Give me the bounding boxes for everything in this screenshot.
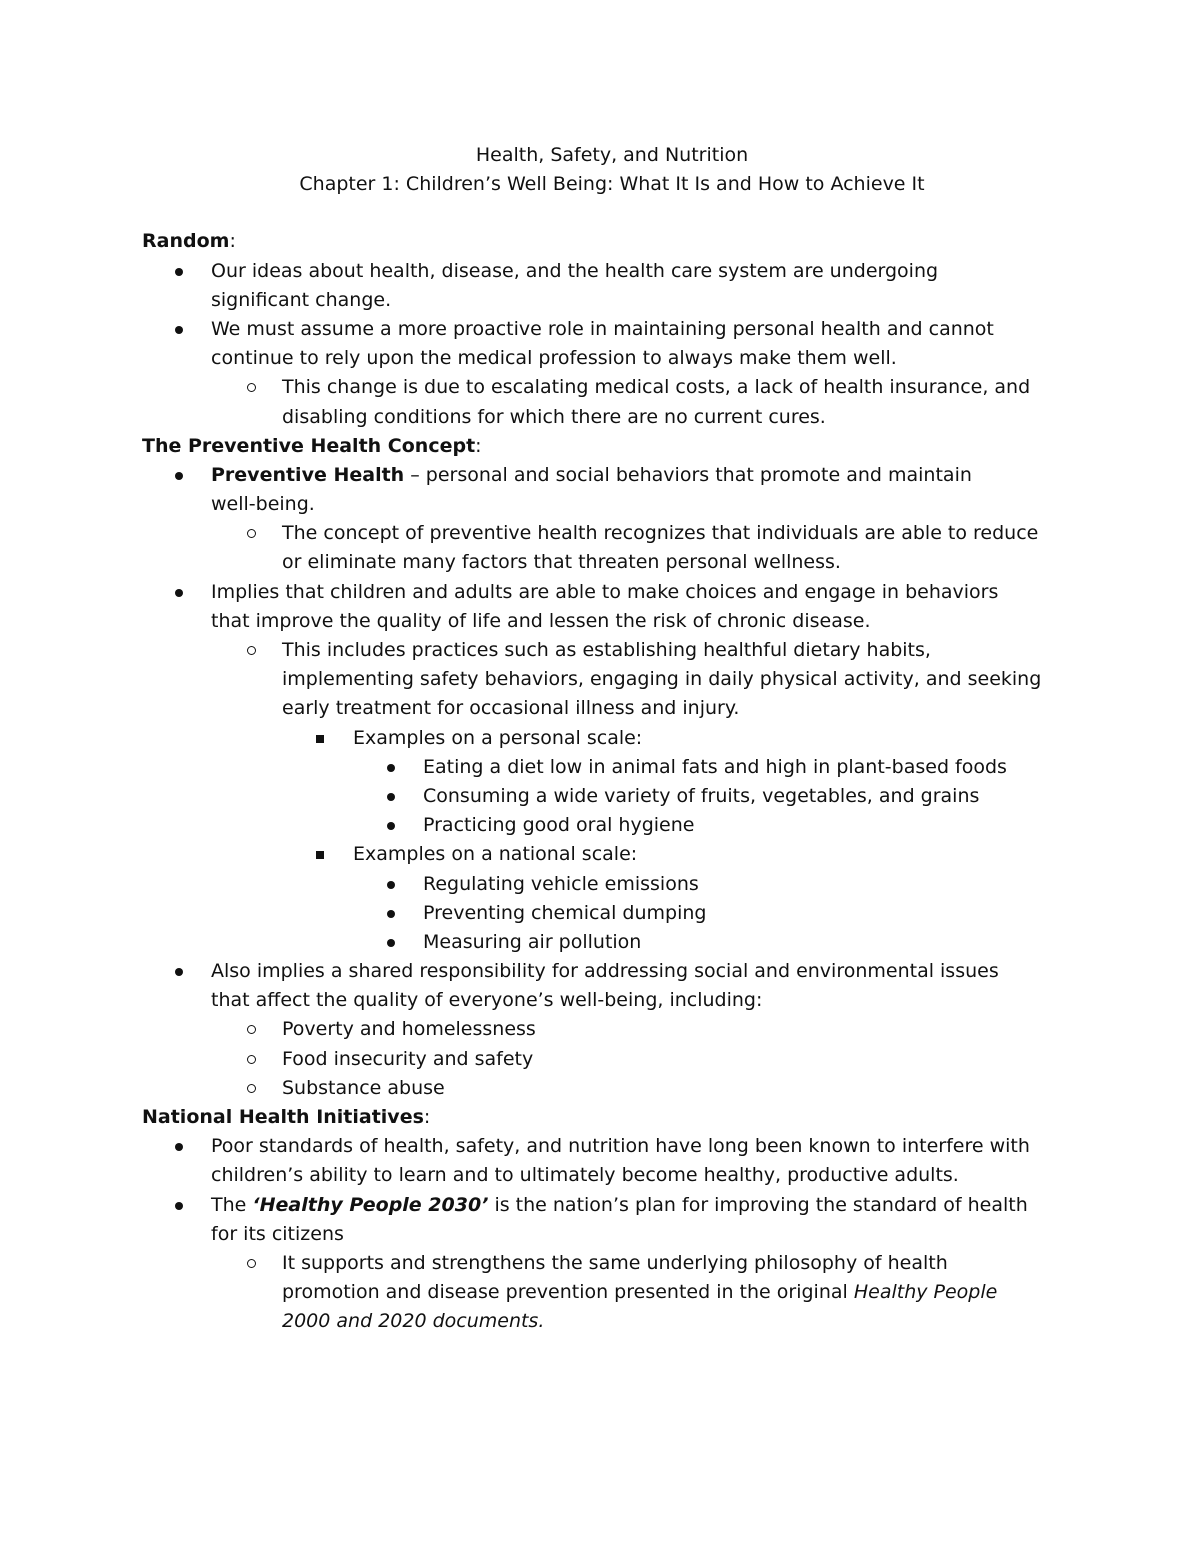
bullet-icon: [175, 1143, 183, 1151]
bullet-icon: [387, 764, 395, 772]
document-title: Health, Safety, and Nutrition: [475, 144, 749, 166]
bullet-icon: [387, 910, 395, 918]
term-healthy-people-2030: ‘Healthy People 2030’: [252, 1193, 489, 1216]
circle-bullet-icon: [247, 529, 256, 538]
section-heading-random: Random:: [142, 230, 236, 253]
bullet-icon: [387, 822, 395, 830]
list-item: Preventive Health – personal and social behaviors that promote and maintain: [142, 461, 1082, 490]
list-item: Substance abuse: [142, 1074, 1082, 1103]
list-item: Practicing good oral hygiene: [142, 811, 1082, 840]
list-item: Examples on a national scale:: [142, 840, 1082, 869]
list-item: Implies that children and adults are able to make choices and engage in behaviors: [142, 578, 1082, 607]
list-item: This change is due to escalating medical costs, a lack of health insurance, and: [142, 373, 1082, 402]
circle-bullet-icon: [247, 1055, 256, 1064]
list-item: It supports and strengthens the same underlying philosophy of health: [142, 1249, 1082, 1278]
list-item-continuation: that improve the quality of life and lessen the risk of chronic disease.: [211, 609, 871, 632]
bullet-icon: [387, 939, 395, 947]
list-item-continuation: well-being.: [211, 493, 315, 516]
list-item-continuation: significant change.: [211, 288, 392, 311]
circle-bullet-icon: [247, 646, 256, 655]
list-item: Measuring air pollution: [142, 928, 1082, 957]
section-heading-preventive: The Preventive Health Concept:: [142, 434, 482, 457]
bullet-icon: [175, 268, 183, 276]
list-item: Consuming a wide variety of fruits, vegetables, and grains: [142, 782, 1082, 811]
list-item: Preventing chemical dumping: [142, 899, 1082, 928]
list-item-continuation: early treatment for occasional illness and injury.: [282, 697, 740, 720]
bullet-icon: [175, 1202, 183, 1210]
bullet-icon: [387, 881, 395, 889]
list-item-continuation: that affect the quality of everyone’s well-being, including:: [211, 989, 763, 1012]
bullet-icon: [175, 326, 183, 334]
circle-bullet-icon: [247, 383, 256, 392]
list-item-continuation: for its citizens: [211, 1222, 344, 1245]
list-item-continuation: continue to rely upon the medical profession to always make them well.: [211, 347, 897, 370]
list-item: Examples on a personal scale:: [142, 724, 1082, 753]
list-item: Our ideas about health, disease, and the health care system are undergoing: [142, 257, 1082, 286]
list-item: Regulating vehicle emissions: [142, 870, 1082, 899]
list-item: Eating a diet low in animal fats and high in plant-based foods: [142, 753, 1082, 782]
circle-bullet-icon: [247, 1084, 256, 1093]
list-item-continuation: implementing safety behaviors, engaging in daily physical activity, and seeking: [282, 668, 1042, 691]
circle-bullet-icon: [247, 1259, 256, 1268]
bullet-icon: [175, 472, 183, 480]
list-item-continuation: or eliminate many factors that threaten personal wellness.: [282, 551, 841, 574]
bullet-icon: [175, 589, 183, 597]
list-item: Also implies a shared responsibility for addressing social and environmental issues: [142, 957, 1082, 986]
list-item-continuation: disabling conditions for which there are no current cures.: [282, 405, 826, 428]
list-item-continuation: 2000 and 2020 documents.: [282, 1310, 545, 1333]
list-item: The concept of preventive health recognizes that individuals are able to reduce: [142, 519, 1082, 548]
document-body: [142, 141, 1082, 1337]
bullet-icon: [175, 968, 183, 976]
list-item: The ‘Healthy People 2030’ is the nation’s plan for improving the standard of health: [142, 1191, 1082, 1220]
list-item: Poverty and homelessness: [142, 1015, 1082, 1044]
list-item: We must assume a more proactive role in maintaining personal health and cannot: [142, 315, 1082, 344]
section-heading-national: National Health Initiatives:: [142, 1106, 431, 1128]
list-item: Poor standards of health, safety, and nutrition have long been known to interfere with: [142, 1132, 1082, 1161]
square-bullet-icon: [316, 851, 324, 859]
bullet-icon: [387, 793, 395, 801]
list-item: This includes practices such as establishing healthful dietary habits,: [142, 636, 1082, 665]
circle-bullet-icon: [247, 1025, 256, 1034]
term-preventive-health: Preventive Health: [211, 463, 405, 486]
list-item-continuation: children’s ability to learn and to ultimately become healthy, productive adults.: [211, 1164, 959, 1187]
list-item: Food insecurity and safety: [142, 1045, 1082, 1074]
chapter-title: Chapter 1: Children’s Well Being: What It Is and How to Achieve It: [299, 173, 925, 196]
square-bullet-icon: [316, 735, 324, 743]
list-item-continuation: promotion and disease prevention presented in the original Healthy People: [282, 1281, 998, 1304]
